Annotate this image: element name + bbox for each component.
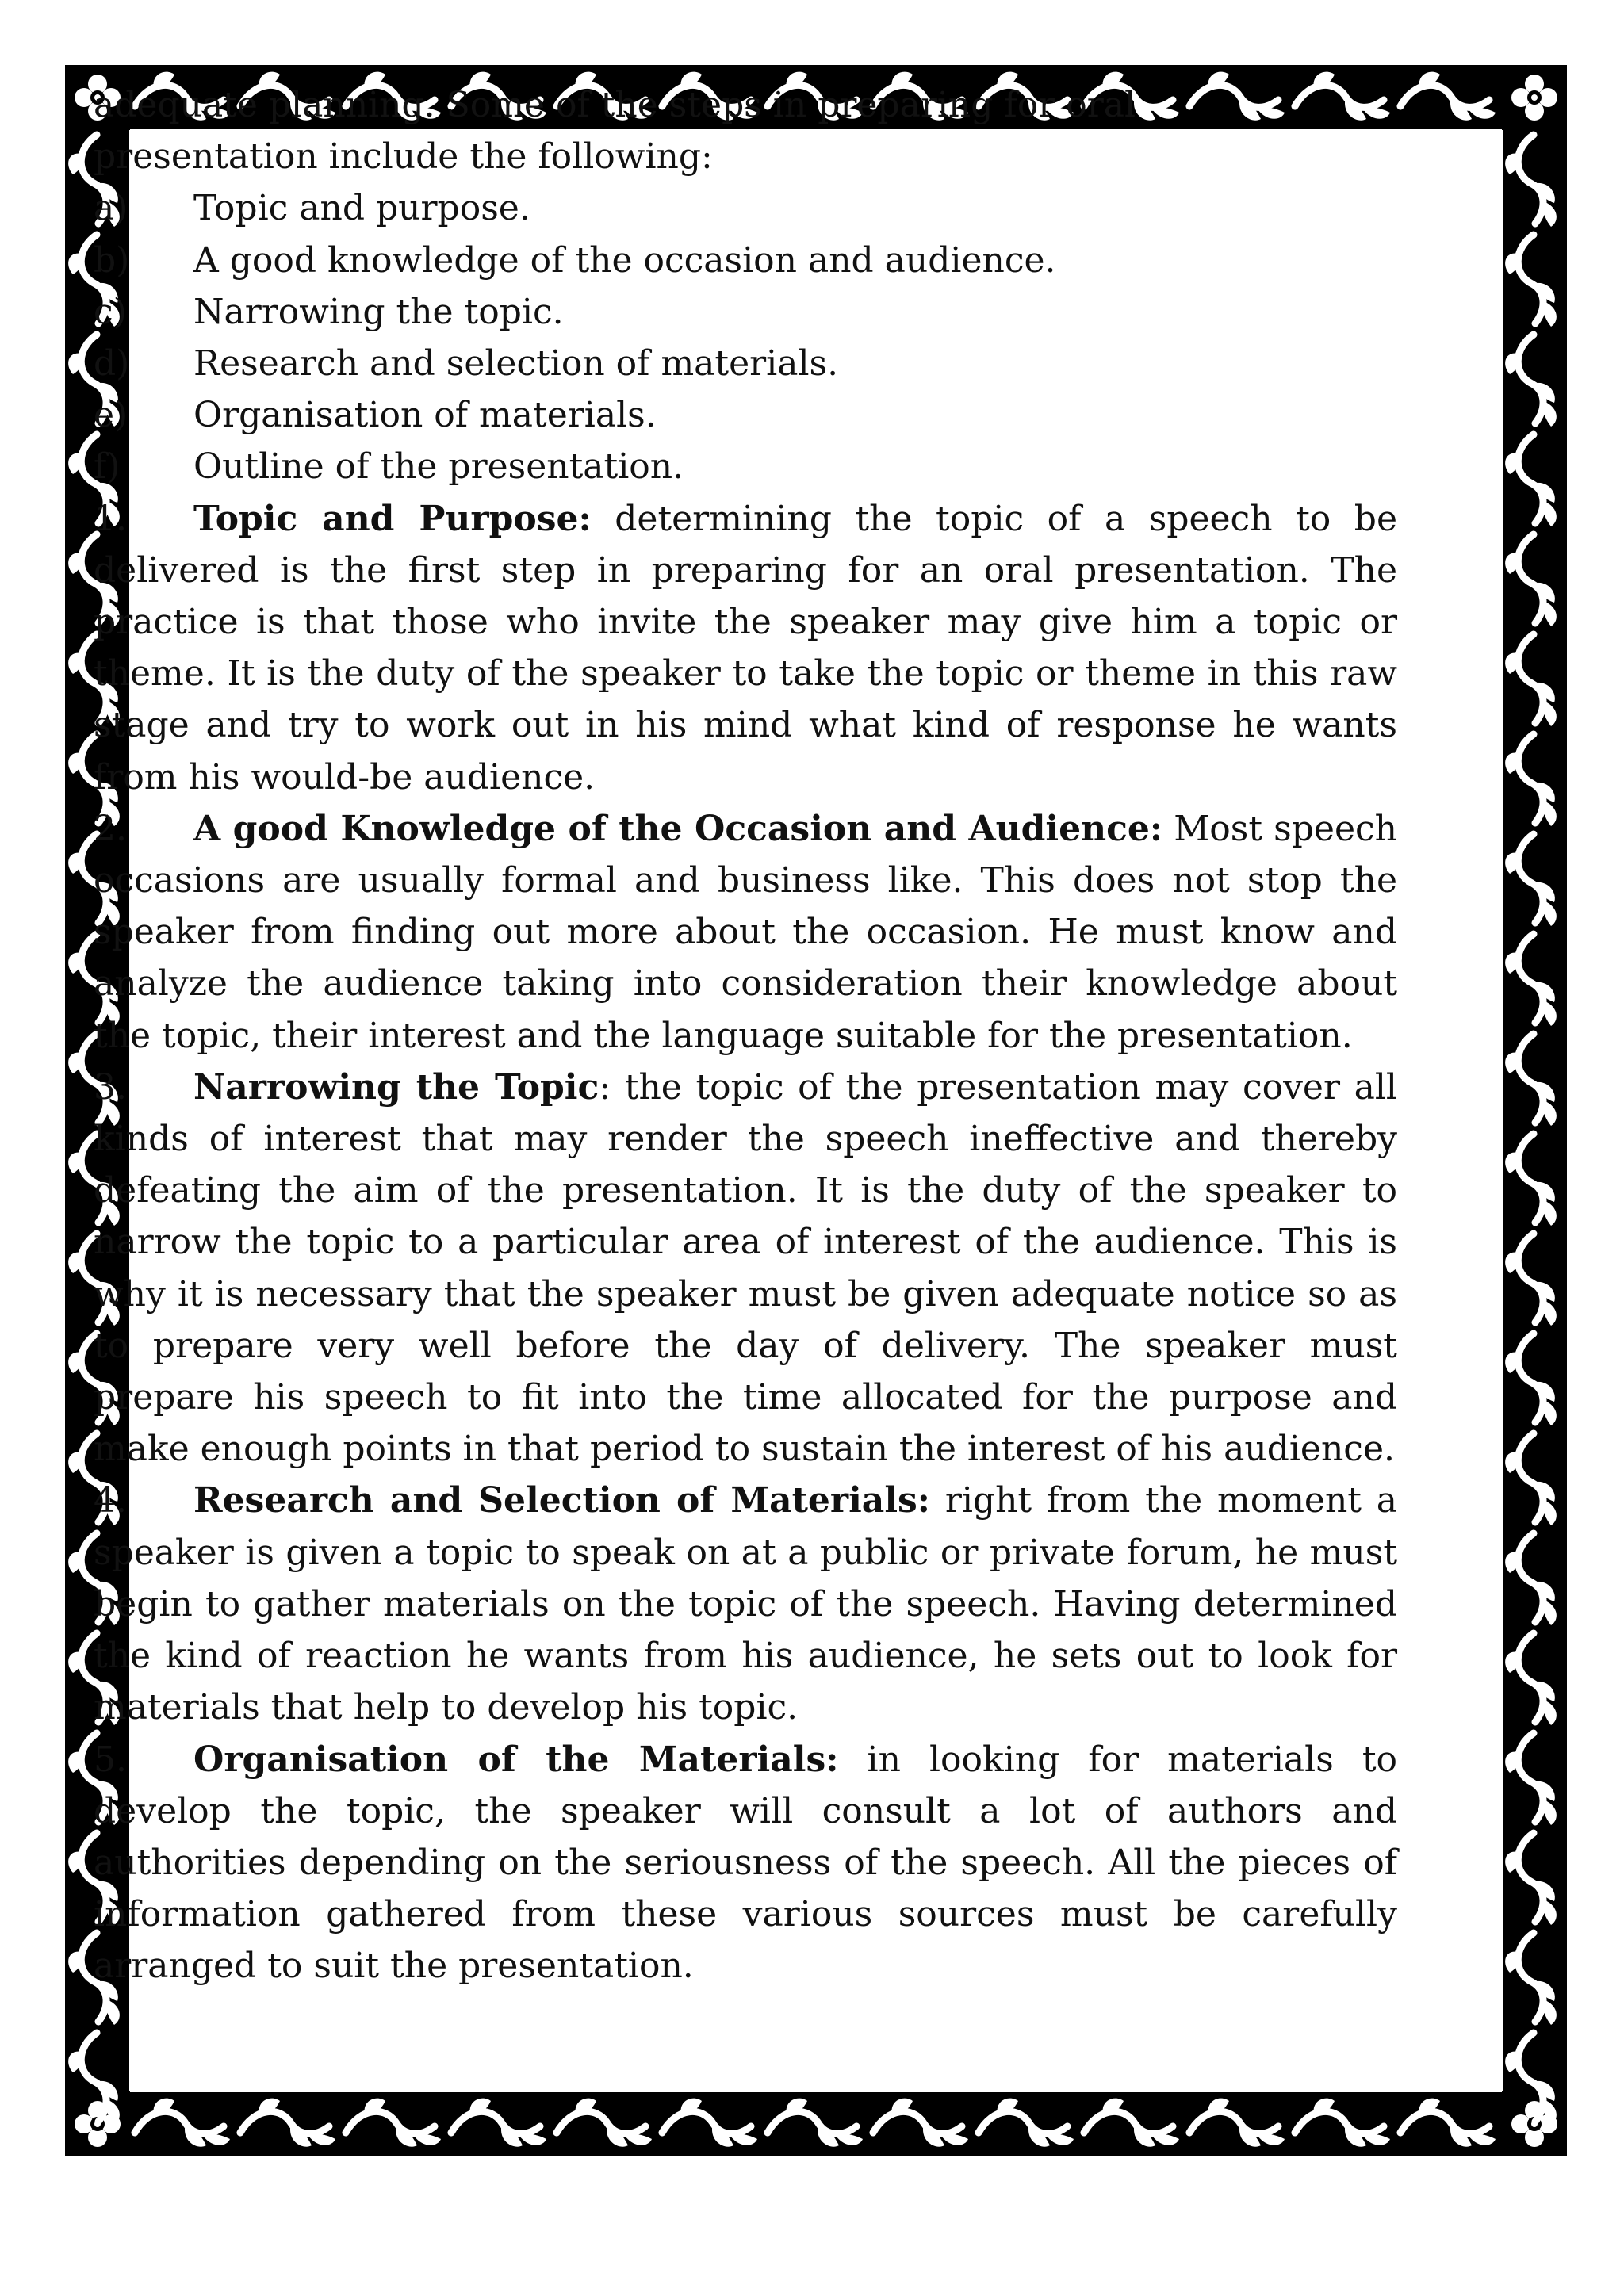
list-item-text: Outline of the presentation. bbox=[193, 446, 684, 488]
section-body: determining the topic of a speech to be delivered is the first step in preparing for an oral presentation. The practice is that those who invite the speaker may give him a topic or theme. It is the duty of the speaker to take the topic or theme in this raw stage and try to work out in his mind what kind of response he wants from his would-be audience. bbox=[94, 498, 1397, 798]
list-item-label: a) bbox=[94, 188, 128, 229]
section-number: 5. bbox=[94, 1739, 127, 1780]
steps-list bbox=[94, 182, 1397, 492]
list-item-text: A good knowledge of the occasion and audience. bbox=[193, 239, 1056, 281]
section-number: 4. bbox=[94, 1480, 127, 1521]
section-body: : the topic of the presentation may cover all kinds of interest that may render the speech ineffective and thereby defeating the aim of the presentation. It is the duty of the speaker to narrow the topic to a particular area of interest of the audience. This is why it is necessary that the speaker must be given adequate notice so as to prepare very well before the day of delivery. The speaker must prepare his speech to fit into the time allocated for the purpose and make enough points in that period to sustain the interest of his audience. bbox=[94, 1066, 1398, 1470]
section-occasion-and-audience bbox=[94, 803, 1397, 1062]
section-topic-and-purpose bbox=[94, 493, 1397, 803]
section-heading: Topic and Purpose: bbox=[193, 498, 592, 539]
list-item-label: c) bbox=[94, 291, 127, 332]
document-body bbox=[94, 79, 1397, 1992]
section-heading: Organisation of the Materials: bbox=[193, 1739, 839, 1780]
list-item-label: b) bbox=[94, 239, 130, 281]
list-item-label: d) bbox=[94, 343, 130, 385]
list-item bbox=[94, 338, 1397, 389]
section-body: Most speech occasions are usually formal and business like. This does not stop the speaker from finding out more about the occasion. He must know and analyze the audience taking into consideration their knowledge about the topic, their interest and the language suitable for the presentation. bbox=[94, 808, 1397, 1056]
list-item-text: Research and selection of materials. bbox=[193, 343, 839, 385]
section-narrowing-topic bbox=[94, 1062, 1397, 1475]
list-item bbox=[94, 389, 1397, 441]
list-item-label: f) bbox=[94, 446, 121, 488]
list-item bbox=[94, 182, 1397, 234]
list-item-text: Topic and purpose. bbox=[193, 188, 530, 229]
section-research-materials bbox=[94, 1475, 1397, 1733]
section-number: 1. bbox=[94, 498, 127, 539]
section-heading: A good Knowledge of the Occasion and Audience: bbox=[193, 808, 1163, 849]
list-item bbox=[94, 441, 1397, 492]
intro-line-1: adequate planning. Some of the steps in preparing for oral bbox=[94, 85, 1136, 125]
section-body: right from the moment a speaker is given a topic to speak on at a public or private forum, he must begin to gather materials on the topic of the speech. Having determined the kind of reaction he wants from his audience, he sets out to look for materials that help to develop his topic. bbox=[94, 1480, 1397, 1728]
section-organisation-materials bbox=[94, 1734, 1397, 1992]
list-item bbox=[94, 235, 1397, 286]
list-item bbox=[94, 286, 1397, 338]
section-heading: Research and Selection of Materials: bbox=[193, 1480, 931, 1521]
list-item-text: Narrowing the topic. bbox=[193, 291, 564, 332]
section-number: 3. bbox=[94, 1066, 127, 1108]
section-body: in looking for materials to develop the topic, the speaker will consult a lot of authors and authorities depending on the seriousness of the speech. All the pieces of information gathered from these various sources must be carefully arranged to suit the presentation. bbox=[94, 1739, 1398, 1987]
section-heading: Narrowing the Topic bbox=[193, 1066, 599, 1108]
section-number: 2. bbox=[94, 808, 127, 849]
list-item-text: Organisation of materials. bbox=[193, 395, 657, 436]
intro-line-2: presentation include the following: bbox=[94, 136, 713, 178]
list-item-label: e) bbox=[94, 395, 128, 436]
